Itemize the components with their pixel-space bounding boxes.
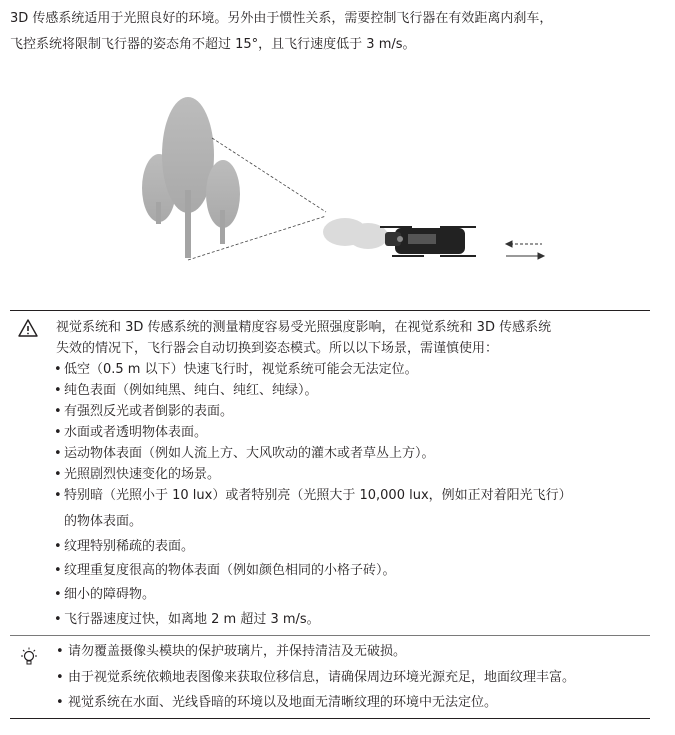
bullet: • [56, 695, 64, 710]
tree-center-trunk [185, 190, 191, 258]
warning-item-text: 低空（0.5 m 以下）快速飞行时，视觉系统可能会无法定位。 [64, 362, 418, 377]
warning-item-text: 水面或者透明物体表面。 [64, 425, 208, 440]
warning-item-text: 细小的障碍物。 [64, 587, 156, 602]
bullet: • [54, 446, 62, 461]
intro-line-2: 飞控系统将限制飞行器的姿态角不超过 15°，且飞行速度低于 3 m/s。 [10, 37, 416, 52]
warning-item-text: 纯色表面（例如纯黑、纯白、纯红、纯绿）。 [64, 383, 318, 398]
trees-group [142, 97, 240, 258]
intro-text [10, 6, 660, 58]
warning-item-text: 光照剧烈快速变化的场景。 [64, 467, 221, 482]
lightbulb-tip-icon [18, 646, 40, 668]
tip-item-text: 由于视觉系统依赖地表图像来获取位移信息，请确保周边环境光源充足，地面纹理丰富。 [68, 670, 576, 685]
tip-item-text: 视觉系统在水面、光线昏暗的环境以及地面无清晰纹理的环境中无法定位。 [68, 695, 498, 710]
divider-bottom [10, 718, 650, 719]
drone-icon [380, 227, 476, 256]
tree-right-trunk [220, 210, 225, 244]
drone-motion-blur [323, 218, 388, 249]
bullet: • [54, 404, 62, 419]
warning-item-text: 纹理重复度很高的物体表面（例如颜色相同的小格子砖）。 [64, 563, 396, 578]
tip-item-text: 请勿覆盖摄像头模块的保护玻璃片，并保持清洁及无破损。 [68, 644, 407, 659]
warning-item-text: 飞行器速度过快，如离地 2 m 超过 3 m/s。 [64, 612, 320, 627]
warning-lead-2: 失效的情况下，飞行器会自动切换到姿态模式。所以以下场景，需谨慎使用： [56, 341, 499, 356]
bullet: • [54, 383, 62, 398]
intro-line-1: 3D 传感系统适用于光照良好的环境。另外由于惯性关系，需要控制飞行器在有效距离内刹车， [10, 11, 553, 26]
warning-item-text: 纹理特别稀疏的表面。 [64, 539, 195, 554]
bullet: • [56, 644, 64, 659]
warning-item-text: 运动物体表面（例如人流上方、大风吹动的灌木或者草丛上方）。 [64, 446, 435, 461]
warning-item-text: 有强烈反光或者倒影的表面。 [64, 404, 234, 419]
bullet: • [54, 563, 62, 578]
divider-top [10, 310, 650, 311]
bullet: • [54, 488, 62, 503]
bullet: • [54, 587, 62, 602]
warning-item-text: 的物体表面。 [64, 514, 143, 529]
bullet: • [56, 670, 64, 685]
tree-left-trunk [156, 202, 161, 224]
bullet: • [54, 612, 62, 627]
illustration-trees-drone [140, 90, 560, 300]
warning-lead-1: 视觉系统和 3D 传感系统的测量精度容易受光照强度影响，在视觉系统和 3D 传感系统 [56, 320, 552, 335]
bullet: • [54, 539, 62, 554]
warning-triangle-icon [17, 318, 39, 338]
bullet: • [54, 467, 62, 482]
bullet: • [54, 362, 62, 377]
bullet: • [54, 425, 62, 440]
divider-middle [10, 635, 650, 636]
direction-arrows [506, 241, 544, 259]
warning-item-text: 特别暗（光照小于 10 lux）或者特别亮（光照大于 10,000 lux，例如正对着阳光飞行） [64, 488, 572, 503]
